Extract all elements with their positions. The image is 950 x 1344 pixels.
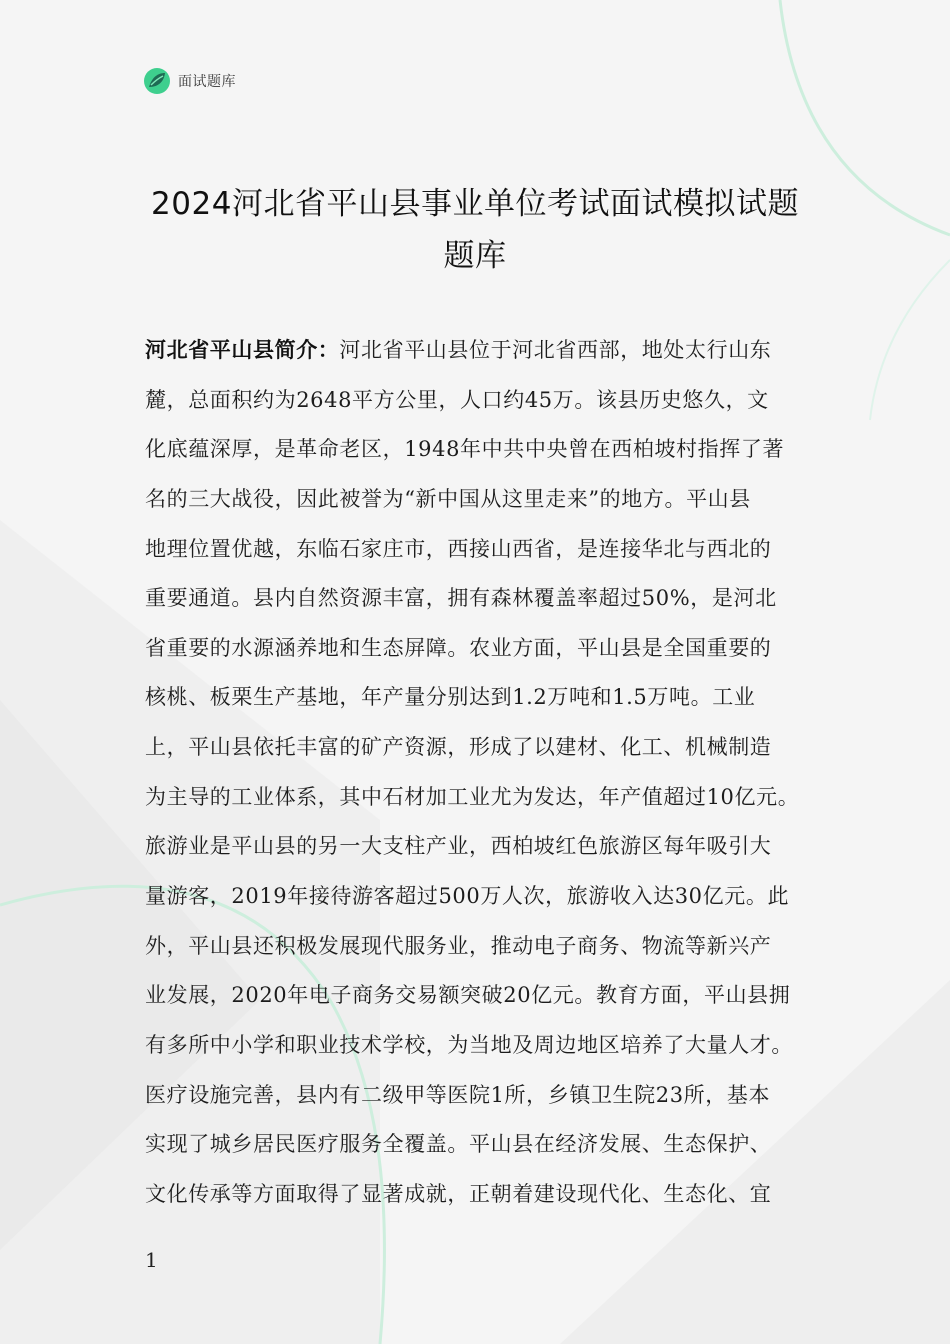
header xyxy=(143,66,236,96)
paragraph-line: 为主导的工业体系，其中石材加工业尤为发达，年产值超过10亿元。 xyxy=(145,784,800,809)
paragraph-line: 地理位置优越，东临石家庄市，西接山西省，是连接华北与西北的 xyxy=(145,536,772,561)
intro-paragraph xyxy=(145,326,810,1220)
paragraph-line: 外，平山县还积极发展现代服务业，推动电子商务、物流等新兴产 xyxy=(145,933,772,958)
paragraph-line: 上，平山县依托丰富的矿产资源，形成了以建材、化工、机械制造 xyxy=(145,735,772,760)
paragraph-line: 核桃、板栗生产基地，年产量分别达到1.2万吨和1.5万吨。工业 xyxy=(145,685,756,710)
leaf-logo-icon xyxy=(143,67,171,95)
paragraph-line: 名的三大战役，因此被誉为“新中国从这里走来”的地方。平山县 xyxy=(145,486,751,511)
paragraph-line: 量游客，2019年接待游客超过500万人次，旅游收入达30亿元。此 xyxy=(145,884,790,909)
paragraph-line: 省重要的水源涵养地和生态屏障。农业方面，平山县是全国重要的 xyxy=(145,635,772,660)
paragraph-line: 实现了城乡居民医疗服务全覆盖。平山县在经济发展、生态保护、 xyxy=(145,1132,772,1157)
paragraph-line: 业发展，2020年电子商务交易额突破20亿元。教育方面，平山县拥 xyxy=(145,983,791,1008)
paragraph-line: 化底蕴深厚，是革命老区，1948年中共中央曾在西柏坡村指挥了著 xyxy=(145,437,785,462)
paragraph-line: 旅游业是平山县的另一大支柱产业，西柏坡红色旅游区每年吸引大 xyxy=(145,834,772,859)
intro-label: 河北省平山县简介： xyxy=(145,338,340,362)
brand-name: 面试题库 xyxy=(178,74,236,90)
paragraph-line: 文化传承等方面取得了显著成就，正朝着建设现代化、生态化、宜 xyxy=(145,1181,772,1206)
paragraph-line: 医疗设施完善，县内有二级甲等医院1所，乡镇卫生院23所，基本 xyxy=(145,1082,771,1107)
paragraph-line xyxy=(145,326,810,376)
paragraph-line-text: 河北省平山县位于河北省西部，地处太行山东 xyxy=(339,338,772,362)
paragraph-line: 有多所中小学和职业技术学校，为当地及周边地区培养了大量人才。 xyxy=(145,1032,793,1057)
paragraph-line: 重要通道。县内自然资源丰富，拥有森林覆盖率超过50%，是河北 xyxy=(145,586,777,611)
document-title xyxy=(100,178,850,282)
page-number: 1 xyxy=(145,1248,158,1272)
paragraph-line: 麓，总面积约为2648平方公里，人口约45万。该县历史悠久，文 xyxy=(145,387,769,412)
title-line-1: 2024河北省平山县事业单位考试面试模拟试题 xyxy=(151,186,799,222)
title-line-2: 题库 xyxy=(443,238,507,274)
